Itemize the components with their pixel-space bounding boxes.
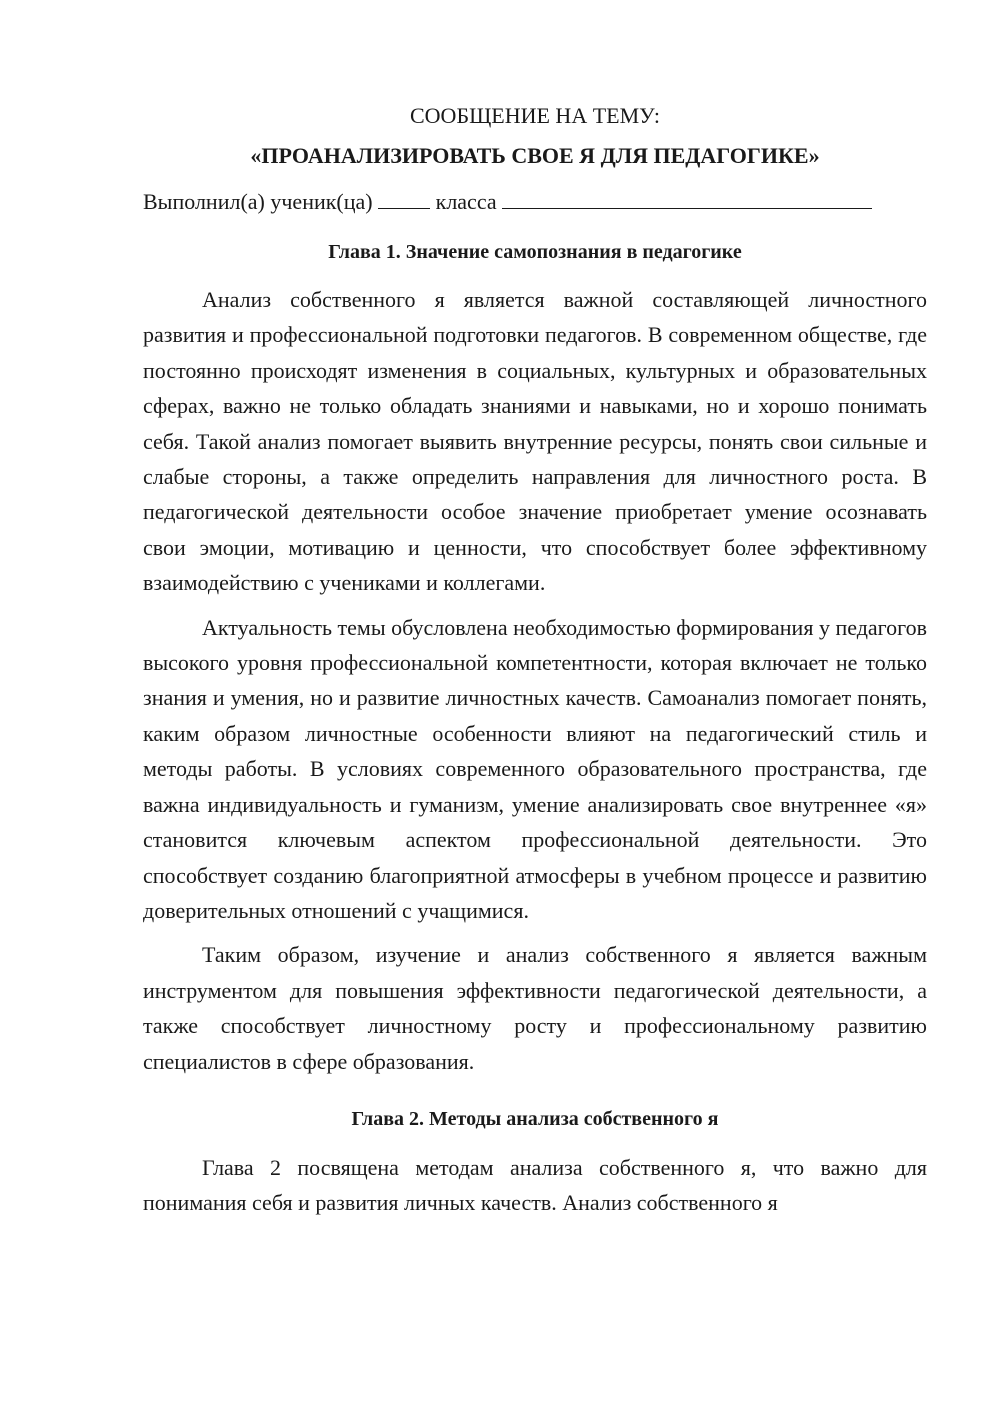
class-label: класса (435, 189, 497, 214)
student-name-blank[interactable] (502, 188, 872, 209)
document-page (143, 92, 927, 1221)
document-title: «ПРОАНАЛИЗИРОВАТЬ СВОЕ Я ДЛЯ ПЕДАГОГИКЕ» (250, 143, 820, 168)
chapter-1-paragraph-1: Анализ собственного я является важной составляющей личностного развития и профессиональной подготовки педагогов. В современном обществе, где постоянно происходят изменения в социальных, культурных и образовательных сферах, важно не только обладать знаниями и навыками, но и хорошо понимать себя. Такой анализ помогает выявить внутренние ресурсы, понять свои сильные и слабые стороны, а также определить направления для личностного роста. В педагогической деятельности особое значение приобретает умение осознавать свои эмоции, мотивацию и ценности, что способствует более эффективному взаимодействию с учениками и коллегами. (143, 287, 927, 596)
chapter-2-paragraph-1: Глава 2 посвящена методам анализа собственного я, что важно для понимания себя и развития личных качеств. Анализ собственного я (143, 1154, 927, 1216)
chapter-1-paragraph-3: Таким образом, изучение и анализ собственного я является важным инструментом для повышения эффективности педагогической деятельности, а также способствует личностному росту и профессиональному развитию специалистов в сфере образования. (143, 942, 927, 1074)
author-line (143, 188, 927, 216)
chapter-1-heading: Глава 1. Значение самопознания в педагогике (328, 241, 742, 263)
class-number-blank[interactable] (378, 188, 430, 209)
chapter-2-heading: Глава 2. Методы анализа собственного я (351, 1107, 719, 1130)
chapter-1-paragraph-2: Актуальность темы обусловлена необходимостью формирования у педагогов высокого уровня профессиональной компетентности, которая включает не только знания и умения, но и развитие личностных качеств. Самоанализ помогает понять, каким образом личностные особенности влияют на педагогический стиль и методы работы. В условиях современного образовательного пространства, где важна индивидуальность и гуманизм, умение анализировать свое внутреннее «я» становится ключевым аспектом профессиональной деятельности. Это способствует созданию благоприятной атмосферы в учебном процессе и развитию доверительных отношений с учащимися. (143, 614, 927, 923)
topic-heading: СООБЩЕНИЕ НА ТЕМУ: (410, 103, 660, 128)
performed-by-label: Выполнил(а) ученик(ца) (143, 189, 373, 214)
